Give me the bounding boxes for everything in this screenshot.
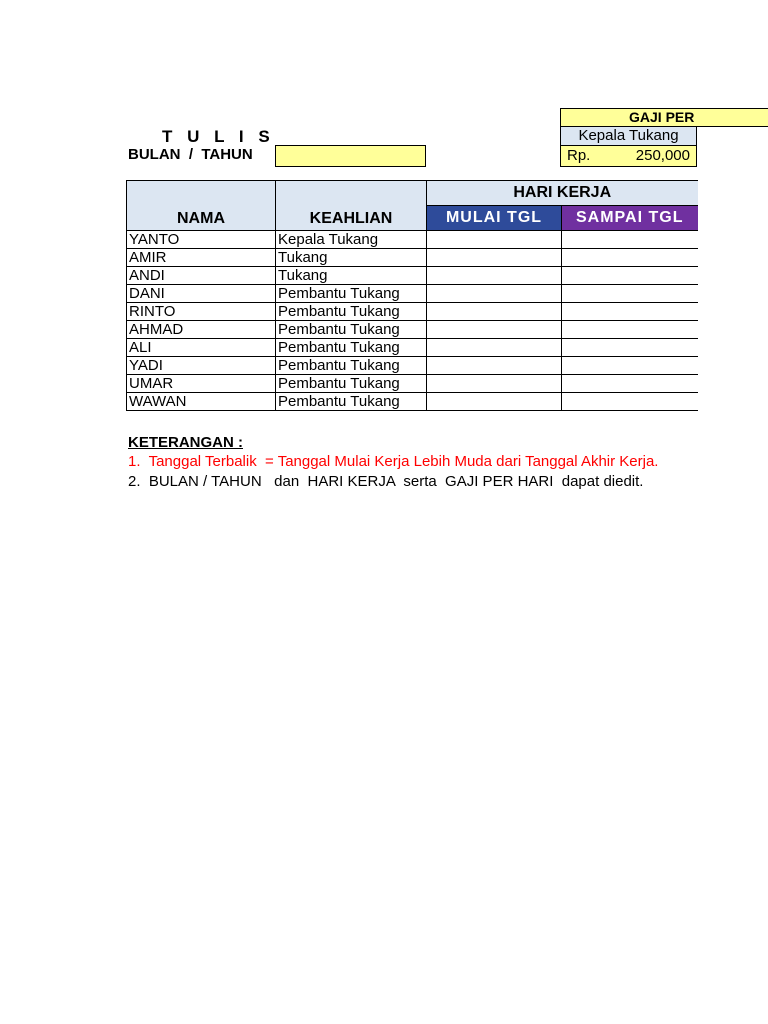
cell-sampai-tgl[interactable]	[562, 267, 698, 285]
cell-mulai-tgl[interactable]	[427, 267, 562, 285]
table-row	[127, 339, 698, 357]
table-row	[127, 267, 698, 285]
cell-keahlian[interactable]: Pembantu Tukang	[276, 285, 427, 303]
cell-sampai-tgl[interactable]	[562, 285, 698, 303]
cell-nama[interactable]: WAWAN	[127, 393, 276, 411]
table-row	[127, 231, 698, 249]
bulan-tahun-input[interactable]	[275, 145, 426, 167]
bulan-tahun-label: BULAN / TAHUN	[128, 146, 253, 163]
column-header-hari-kerja[interactable]: HARI KERJA	[427, 181, 698, 206]
table-row	[127, 321, 698, 339]
cell-keahlian[interactable]: Pembantu Tukang	[276, 357, 427, 375]
cell-keahlian[interactable]: Pembantu Tukang	[276, 339, 427, 357]
column-header-nama: NAMA	[127, 181, 276, 231]
currency-label: Rp.	[567, 147, 591, 164]
table-row	[127, 303, 698, 321]
cell-mulai-tgl[interactable]	[427, 249, 562, 267]
column-header-sampai-tgl: SAMPAI TGL	[562, 206, 698, 231]
column-header-keahlian: KEAHLIAN	[276, 181, 427, 231]
cell-mulai-tgl[interactable]	[427, 339, 562, 357]
cell-nama[interactable]: ANDI	[127, 267, 276, 285]
table-row	[127, 357, 698, 375]
gaji-role-cell[interactable]: Kepala Tukang	[560, 126, 697, 146]
cell-keahlian[interactable]: Tukang	[276, 267, 427, 285]
cell-keahlian[interactable]: Tukang	[276, 249, 427, 267]
cell-nama[interactable]: AMIR	[127, 249, 276, 267]
keterangan-line-1: 1. Tanggal Terbalik = Tanggal Mulai Kerja Lebih Muda dari Tanggal Akhir Kerja.	[128, 453, 659, 470]
cell-nama[interactable]: RINTO	[127, 303, 276, 321]
cell-nama[interactable]: DANI	[127, 285, 276, 303]
table-row	[127, 393, 698, 411]
cell-nama[interactable]: AHMAD	[127, 321, 276, 339]
keterangan-line-2: 2. BULAN / TAHUN dan HARI KERJA serta GAJI PER HARI dapat diedit.	[128, 473, 644, 490]
cell-mulai-tgl[interactable]	[427, 393, 562, 411]
cell-sampai-tgl[interactable]	[562, 357, 698, 375]
cell-keahlian[interactable]: Pembantu Tukang	[276, 303, 427, 321]
keterangan-title: KETERANGAN :	[128, 434, 243, 451]
table-row	[127, 249, 698, 267]
cell-nama[interactable]: UMAR	[127, 375, 276, 393]
cell-sampai-tgl[interactable]	[562, 393, 698, 411]
table-row	[127, 285, 698, 303]
cell-keahlian[interactable]: Kepala Tukang	[276, 231, 427, 249]
cell-mulai-tgl[interactable]	[427, 321, 562, 339]
cell-mulai-tgl[interactable]	[427, 231, 562, 249]
cell-nama[interactable]: ALI	[127, 339, 276, 357]
cell-sampai-tgl[interactable]	[562, 249, 698, 267]
page-title: T U L I S	[162, 127, 275, 146]
cell-sampai-tgl[interactable]	[562, 321, 698, 339]
column-header-mulai-tgl: MULAI TGL	[427, 206, 562, 231]
cell-sampai-tgl[interactable]	[562, 375, 698, 393]
cell-mulai-tgl[interactable]	[427, 375, 562, 393]
worker-table	[126, 180, 698, 411]
cell-mulai-tgl[interactable]	[427, 285, 562, 303]
cell-mulai-tgl[interactable]	[427, 357, 562, 375]
cell-nama[interactable]: YADI	[127, 357, 276, 375]
table-row	[127, 375, 698, 393]
gaji-per-hari-header: GAJI PER	[560, 108, 768, 127]
cell-sampai-tgl[interactable]	[562, 339, 698, 357]
cell-mulai-tgl[interactable]	[427, 303, 562, 321]
cell-sampai-tgl[interactable]	[562, 231, 698, 249]
cell-keahlian[interactable]: Pembantu Tukang	[276, 393, 427, 411]
cell-keahlian[interactable]: Pembantu Tukang	[276, 321, 427, 339]
cell-sampai-tgl[interactable]	[562, 303, 698, 321]
cell-nama[interactable]: YANTO	[127, 231, 276, 249]
gaji-amount-value: 250,000	[635, 147, 690, 164]
gaji-amount-cell[interactable]	[560, 145, 697, 167]
cell-keahlian[interactable]: Pembantu Tukang	[276, 375, 427, 393]
